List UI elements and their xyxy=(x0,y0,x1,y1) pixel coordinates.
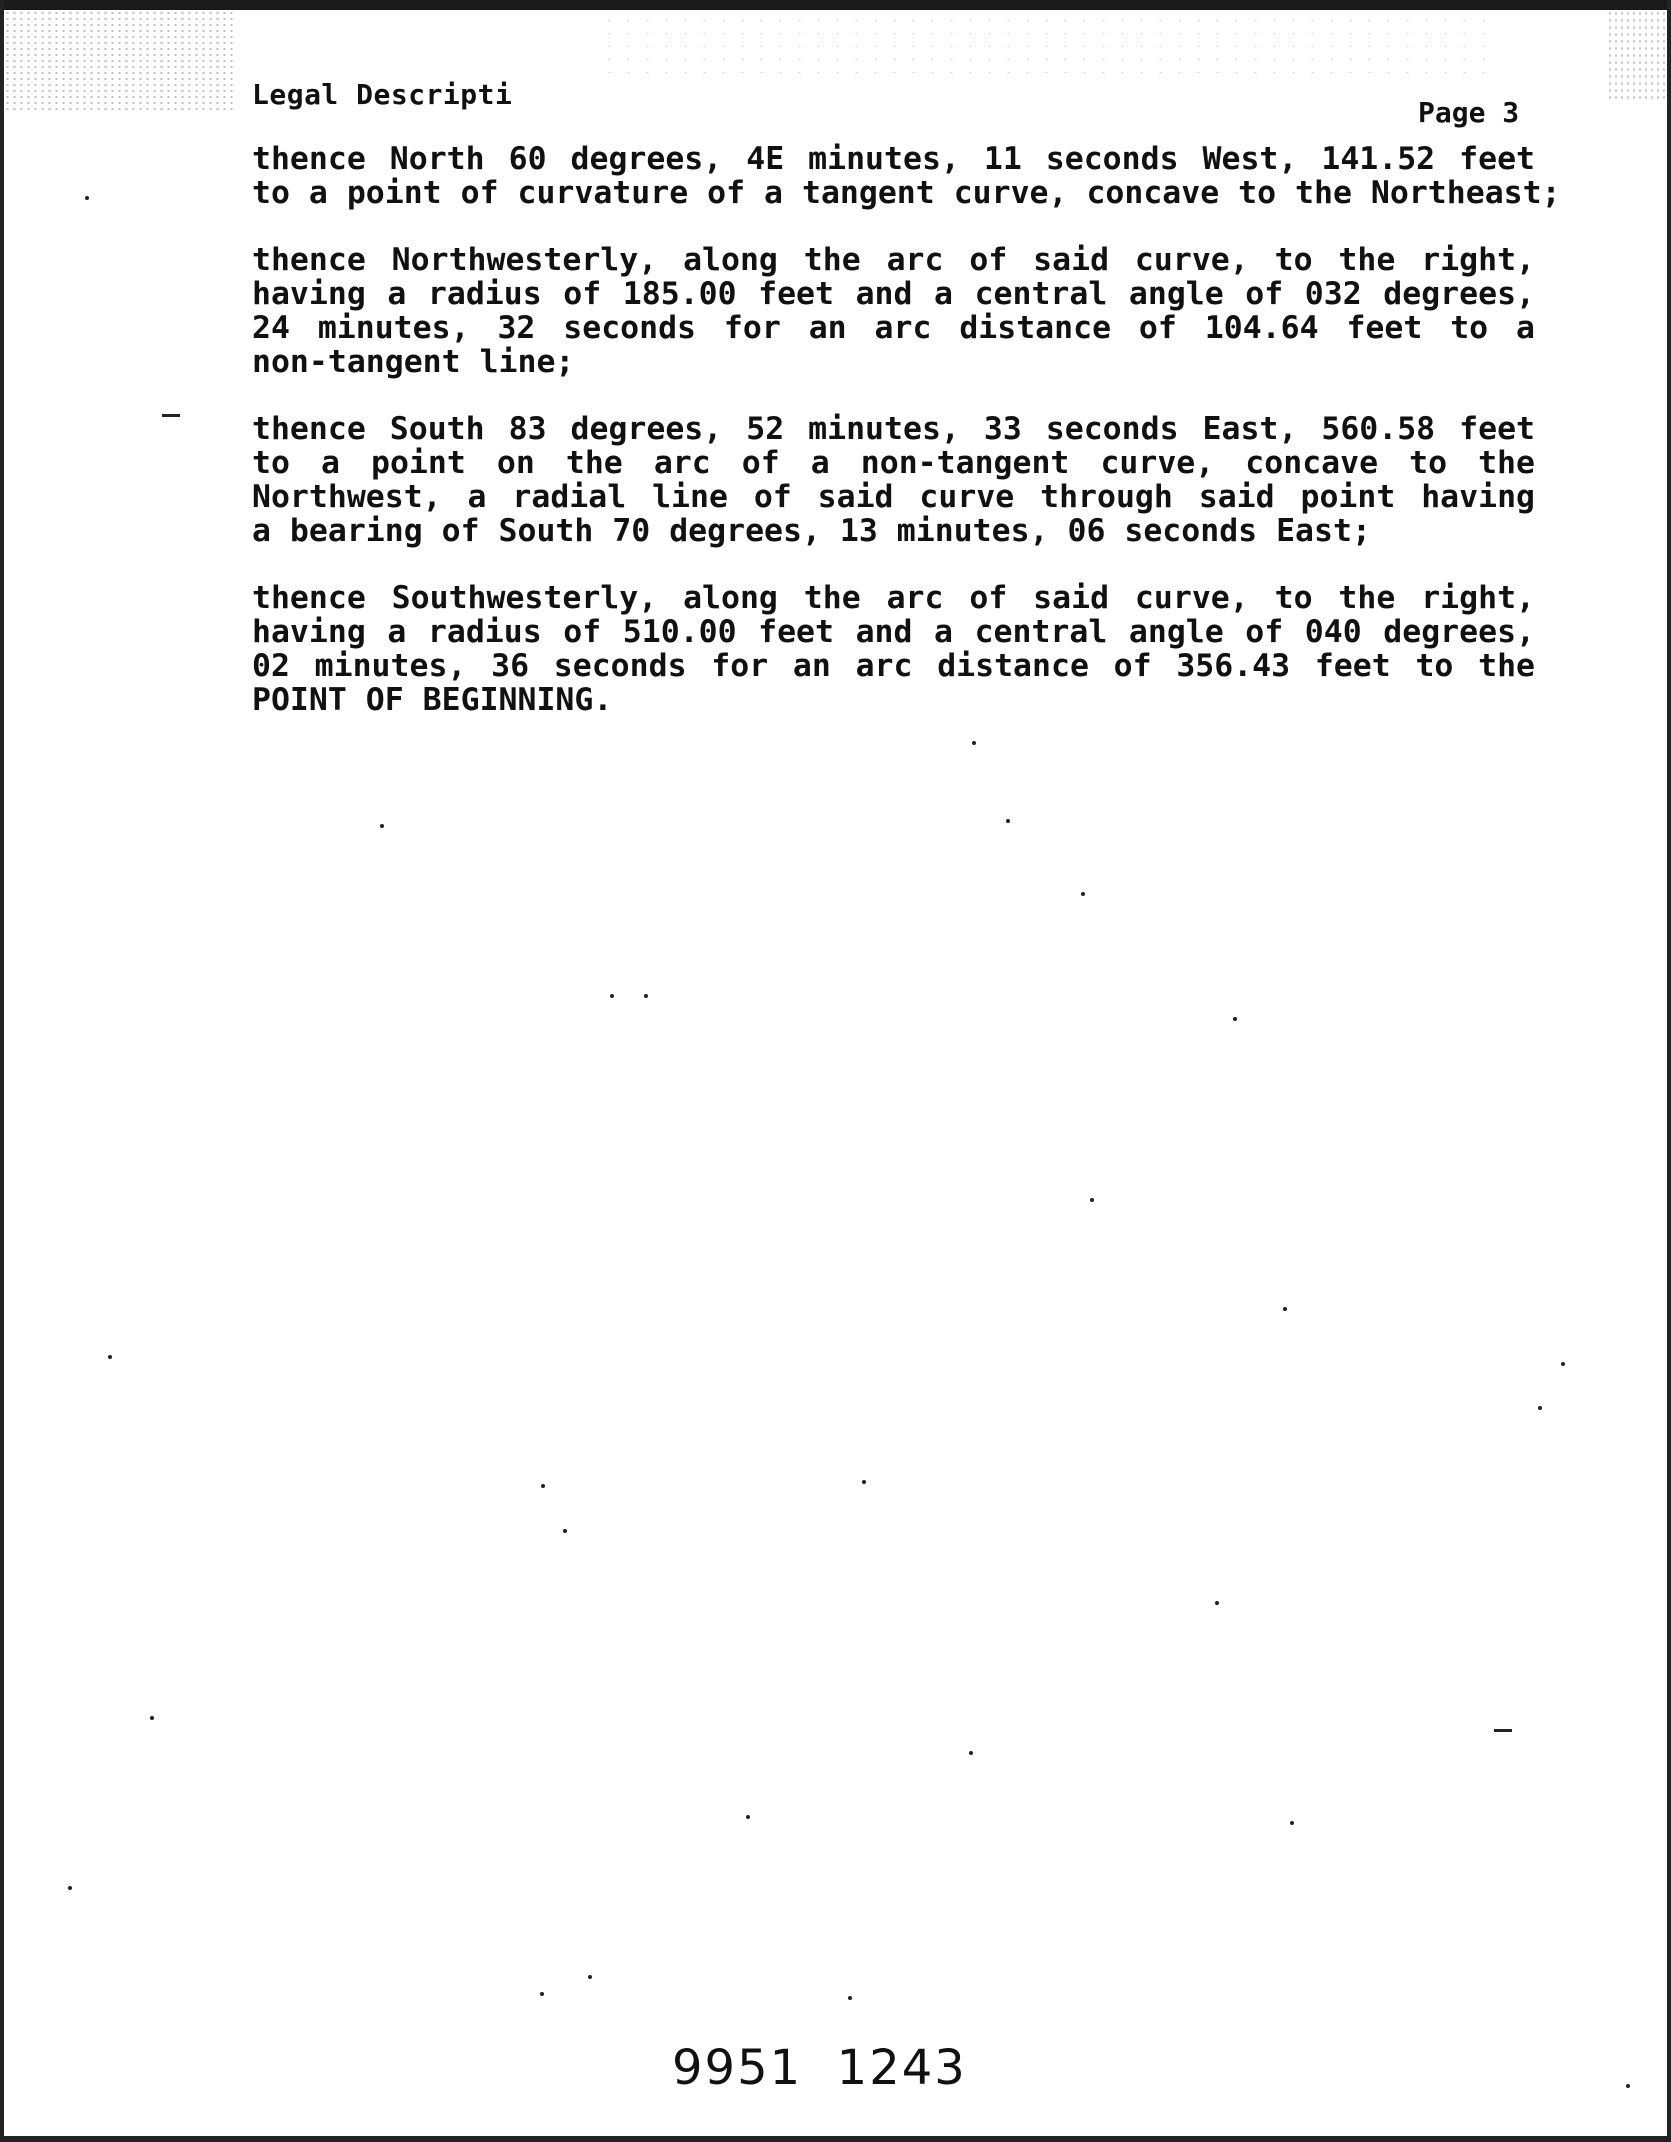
scan-speck xyxy=(746,1815,750,1819)
text-line: POINT OF BEGINNING. xyxy=(252,682,613,718)
scan-speck xyxy=(588,1975,592,1979)
scan-edge-bottom xyxy=(0,2136,1671,2142)
scan-speck xyxy=(1233,1017,1237,1021)
text-line: a bearing of South 70 degrees, 13 minutes, 06 seconds East; xyxy=(252,513,1371,549)
text-line: Northwest, a radial line of said curve through said point having xyxy=(252,479,1535,515)
scan-speck xyxy=(848,1996,852,2000)
scan-speck xyxy=(1006,819,1010,823)
paragraph xyxy=(252,243,1535,379)
scan-speck xyxy=(380,824,384,828)
document-stamp-number: 9951 1243 xyxy=(672,2040,967,2096)
paragraph xyxy=(252,412,1535,548)
text-line: to a point on the arc of a non-tangent curve, concave to the xyxy=(252,445,1535,481)
scan-speck xyxy=(1081,892,1085,896)
text-line: thence Northwesterly, along the arc of said curve, to the right, xyxy=(252,242,1535,278)
scan-noise xyxy=(600,14,1500,74)
scan-noise xyxy=(4,10,234,110)
paragraph xyxy=(252,581,1535,717)
scan-speck xyxy=(540,1992,544,1996)
scan-speck xyxy=(1215,1601,1219,1605)
legal-description-body xyxy=(252,141,1561,750)
scan-speck xyxy=(563,1529,567,1533)
text-line: thence Southwesterly, along the arc of said curve, to the right, xyxy=(252,580,1535,616)
scan-speck xyxy=(1090,1198,1094,1202)
text-line: having a radius of 185.00 feet and a central angle of 032 degrees, xyxy=(252,276,1535,312)
scan-speck xyxy=(1626,2084,1630,2088)
paragraph xyxy=(252,141,1561,211)
scan-speck xyxy=(862,1480,866,1484)
scan-speck xyxy=(1538,1406,1542,1410)
scan-speck xyxy=(541,1484,545,1488)
scan-speck xyxy=(972,741,976,745)
scan-speck xyxy=(969,1751,973,1755)
scan-speck xyxy=(108,1355,112,1359)
scan-speck xyxy=(68,1886,72,1890)
scan-speck xyxy=(162,414,180,417)
scan-noise xyxy=(1607,10,1667,100)
text-line: to a point of curvature of a tangent curve, concave to the Northeast; xyxy=(252,175,1561,211)
scan-speck xyxy=(644,994,648,998)
scan-edge-left xyxy=(0,0,4,2142)
scan-speck xyxy=(1283,1307,1287,1311)
scan-speck xyxy=(1561,1362,1565,1366)
text-line: 24 minutes, 32 seconds for an arc distance of 104.64 feet to a xyxy=(252,310,1535,346)
page-number: Page 3 xyxy=(1418,96,1520,129)
text-line: thence North 60 degrees, 4E minutes, 11 seconds West, 141.52 feet xyxy=(252,141,1535,177)
scan-speck xyxy=(610,994,614,998)
text-line: thence South 83 degrees, 52 minutes, 33 seconds East, 560.58 feet xyxy=(252,411,1535,447)
text-line: 02 minutes, 36 seconds for an arc distance of 356.43 feet to the xyxy=(252,648,1535,684)
document-heading: Legal Descripti xyxy=(252,78,513,111)
scan-speck xyxy=(85,196,89,200)
scan-edge-top xyxy=(0,0,1671,10)
text-line: non-tangent line; xyxy=(252,344,575,380)
text-line: having a radius of 510.00 feet and a central angle of 040 degrees, xyxy=(252,614,1535,650)
scan-speck xyxy=(150,1716,154,1720)
scan-speck xyxy=(1290,1821,1294,1825)
scan-edge-right xyxy=(1667,0,1671,2142)
scan-speck xyxy=(1494,1729,1512,1732)
